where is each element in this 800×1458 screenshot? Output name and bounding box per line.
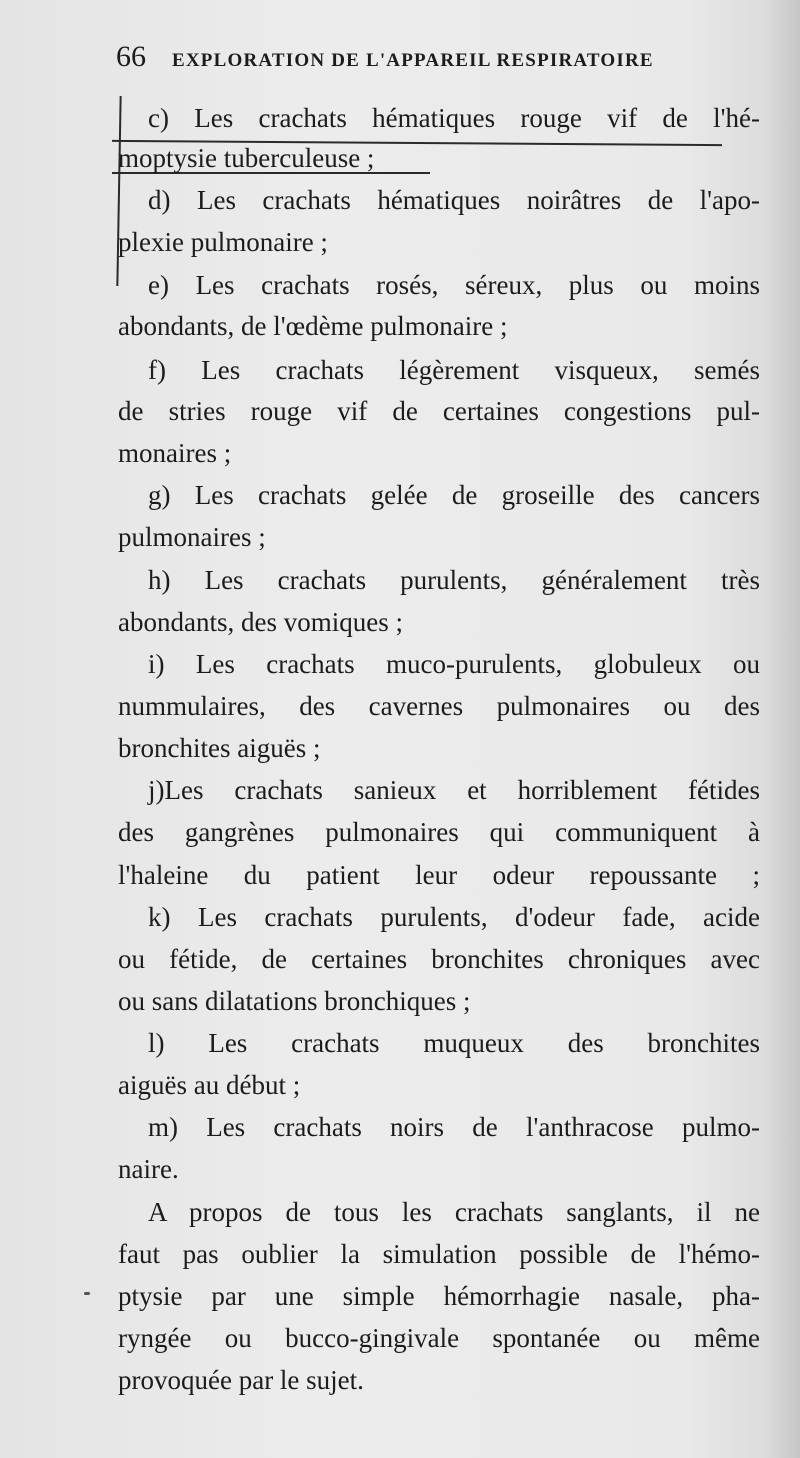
text-line: ou fétide, de certaines bronchites chroniques avec [118, 944, 760, 974]
text-line: d) Les crachats hématiques noirâtres de l'apo- [148, 185, 760, 215]
text-line: j)Les crachats sanieux et horriblement fétides [148, 775, 760, 805]
text-line: plexie pulmonaire ; [118, 227, 328, 257]
text-line: provoquée par le sujet. [118, 1365, 364, 1395]
text-line: i) Les crachats muco-purulents, globuleux ou [148, 649, 760, 679]
page-header [116, 40, 756, 76]
text-line: l) Les crachats muqueux des bronchites [148, 1028, 760, 1058]
text-line: moptysie tuberculeuse ; [118, 143, 375, 173]
text-line: de stries rouge vif de certaines congestions pul- [118, 396, 760, 426]
text-line: h) Les crachats purulents, généralement très [148, 565, 760, 595]
text-line: faut pas oublier la simulation possible de l'hémo- [118, 1239, 760, 1269]
text-line: abondants, des vomiques ; [118, 607, 403, 637]
margin-mark [84, 1292, 90, 1295]
text-line: monaires ; [118, 438, 232, 468]
running-head: EXPLORATION DE L'APPAREIL RESPIRATOIRE [172, 50, 654, 71]
page-edge-shadow [764, 0, 800, 1458]
text-line: des gangrènes pulmonaires qui communiquent à [118, 817, 760, 847]
text-line: pulmonaires ; [118, 522, 266, 552]
text-line: f) Les crachats légèrement visqueux, semés [148, 355, 760, 385]
text-line: abondants, de l'œdème pulmonaire ; [118, 311, 508, 341]
text-line: e) Les crachats rosés, séreux, plus ou moins [148, 270, 760, 300]
text-line: A propos de tous les crachats sanglants, il ne [148, 1197, 760, 1227]
page-number: 66 [116, 40, 146, 73]
text-line: ptysie par une simple hémorrhagie nasale, pha- [118, 1281, 760, 1311]
text-line: ryngée ou bucco-gingivale spontanée ou même [118, 1323, 760, 1353]
text-line: ou sans dilatations bronchiques ; [118, 986, 471, 1016]
text-line: g) Les crachats gelée de groseille des cancers [148, 480, 760, 510]
text-line: k) Les crachats purulents, d'odeur fade, acide [148, 902, 760, 932]
text-line: l'haleine du patient leur odeur repoussante ; [118, 860, 760, 890]
text-line: c) Les crachats hématiques rouge vif de l'hé- [148, 103, 760, 133]
text-line: m) Les crachats noirs de l'anthracose pulmo- [148, 1112, 760, 1142]
text-line: aiguës au début ; [118, 1070, 301, 1100]
text-line: bronchites aiguës ; [118, 733, 321, 763]
text-line: naire. [118, 1154, 179, 1184]
text-line: nummulaires, des cavernes pulmonaires ou des [118, 691, 760, 721]
